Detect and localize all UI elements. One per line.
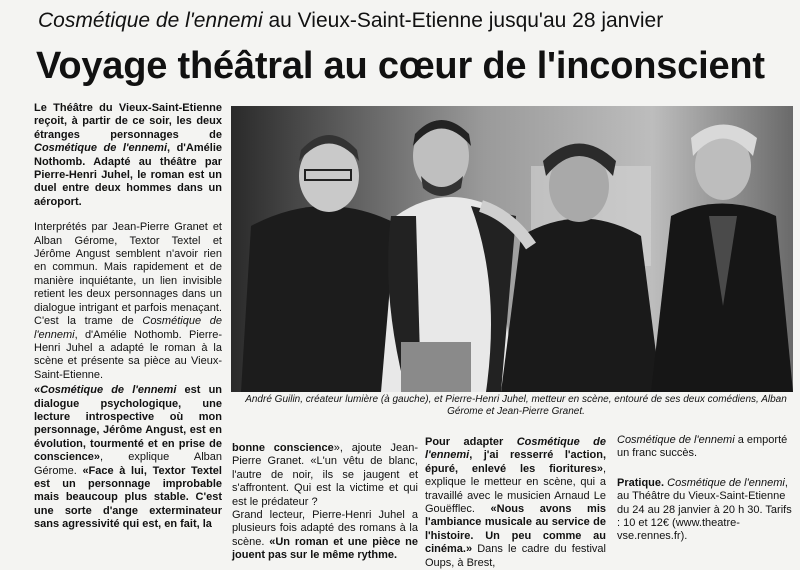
col4-play-title: Cosmétique de l'ennemi bbox=[617, 434, 735, 446]
col4-text: a emporté un franc succès. bbox=[617, 434, 788, 460]
practical-info bbox=[617, 477, 795, 544]
col3-paragraph bbox=[425, 436, 606, 570]
p2-text-rest: , d'Amélie Nothomb. Pierre-Henri Juhel a adapté le roman à la scène et présente sa pièce au Vieux-Saint-Etienne. bbox=[34, 328, 222, 381]
col3-text-2: Dans le cadre du festival Oups, à Brest, bbox=[425, 543, 606, 569]
p2-text: Interprétés par Jean-Pierre Granet et Alban Gérome, Textor Textel et Jérôme Angust semblent n'avoir rien en commun. Mais rapidement et de manière inquiétante, un lien invisible retient les deux personnages dans un dialogue intrigant et parfois menaçant. C'est la trame de bbox=[34, 221, 222, 328]
p3-quote-open: « bbox=[34, 384, 41, 397]
kicker-play-title: Cosmétique de l'ennemi bbox=[38, 9, 263, 32]
column-2 bbox=[232, 442, 418, 563]
p3-quote-2: «Face à lui, Textor Textel est un personnage improbable mais beaucoup plus stable. C'est une sorte d'ange exterminateur sans agressivité qui est, en fait, la bbox=[34, 464, 222, 531]
col3-quote-2: «Nous avons mis l'ambiance musicale au service de l'histoire. Un peu comme au cinéma.» bbox=[425, 503, 607, 556]
column-4 bbox=[617, 434, 795, 544]
article-photo bbox=[231, 106, 793, 392]
p2-play-title: Cosmétique de l'ennemi bbox=[34, 315, 222, 341]
col2-paragraph-1 bbox=[232, 442, 418, 509]
practical-details: , au Théâtre du Vieux-Saint-Etienne du 24 au 28 janvier à 20 h 30. Tarifs : 10 et 12€ (www.theatre-vse.rennes.fr). bbox=[617, 476, 792, 543]
p3-play-title: Cosmétique de l'ennemi bbox=[40, 384, 177, 397]
lead-paragraph bbox=[34, 102, 222, 209]
col2-text-2: Grand lecteur, Pierre-Henri Juhel a plusieurs fois adapté des romans à la scène. bbox=[232, 509, 418, 548]
col2-quote-end: bonne conscience bbox=[232, 442, 334, 454]
col4-paragraph-1 bbox=[617, 434, 795, 461]
col2-text: », ajoute Jean-Pierre Granet. «L'un vêtu de blanc, l'autre de noir, ils se jaugent et s'affrontent. Qui est la victime et qui est le prédateur ? bbox=[232, 442, 418, 508]
col3-play-title: Cosmétique de l'ennemi bbox=[425, 436, 606, 462]
article-headline: Voyage théâtral au cœur de l'inconscient bbox=[36, 45, 765, 87]
col3-quote: , j'ai resserré l'action, épuré, enlevé les fioritures» bbox=[425, 449, 606, 475]
kicker-line bbox=[38, 8, 798, 34]
p3-attribution: , explique Alban Gérome. bbox=[34, 451, 222, 477]
kicker-rest: au Vieux-Saint-Etienne jusqu'au 28 janvier bbox=[262, 9, 664, 32]
photo-caption: André Guilin, créateur lumière (à gauche), et Pierre-Henri Juhel, metteur en scène, entouré de ses deux comédiens, Alban Gérome et Jean-Pierre Granet. bbox=[245, 394, 787, 418]
lead-text-rest: , d'Amélie Nothomb. Adapté au théâtre par Pierre-Henri Juhel, le roman est un duel entre deux hommes dans un aéroport. bbox=[34, 142, 222, 208]
lead-play-title: Cosmétique de l'ennemi bbox=[34, 142, 168, 155]
column-1 bbox=[34, 102, 222, 532]
col2-quote: «Un roman et une pièce ne jouent pas sur le même rythme. bbox=[232, 535, 419, 562]
col3-quote-start: Pour adapter bbox=[425, 436, 517, 448]
practical-play-title: Cosmétique de l'ennemi bbox=[664, 476, 785, 489]
paragraph-2 bbox=[34, 221, 222, 382]
photo-illustration bbox=[231, 106, 793, 392]
paragraph-3 bbox=[34, 384, 222, 531]
col3-text: , explique le metteur en scène, qui a travaillé avec le musicien Arnaud Le Gouëfflec. bbox=[425, 462, 606, 516]
p3-quote-1: est un dialogue psychologique, une lecture introspective où mon personnage, Jérôme Angust, est en évolution, tourmenté et en prise de conscience» bbox=[34, 384, 223, 464]
lead-text: Le Théâtre du Vieux-Saint-Etienne reçoit, à partir de ce soir, les deux étranges personnages de bbox=[34, 102, 222, 141]
column-3 bbox=[425, 436, 606, 570]
col2-paragraph-2 bbox=[232, 509, 418, 563]
practical-label: Pratique. bbox=[617, 476, 665, 489]
